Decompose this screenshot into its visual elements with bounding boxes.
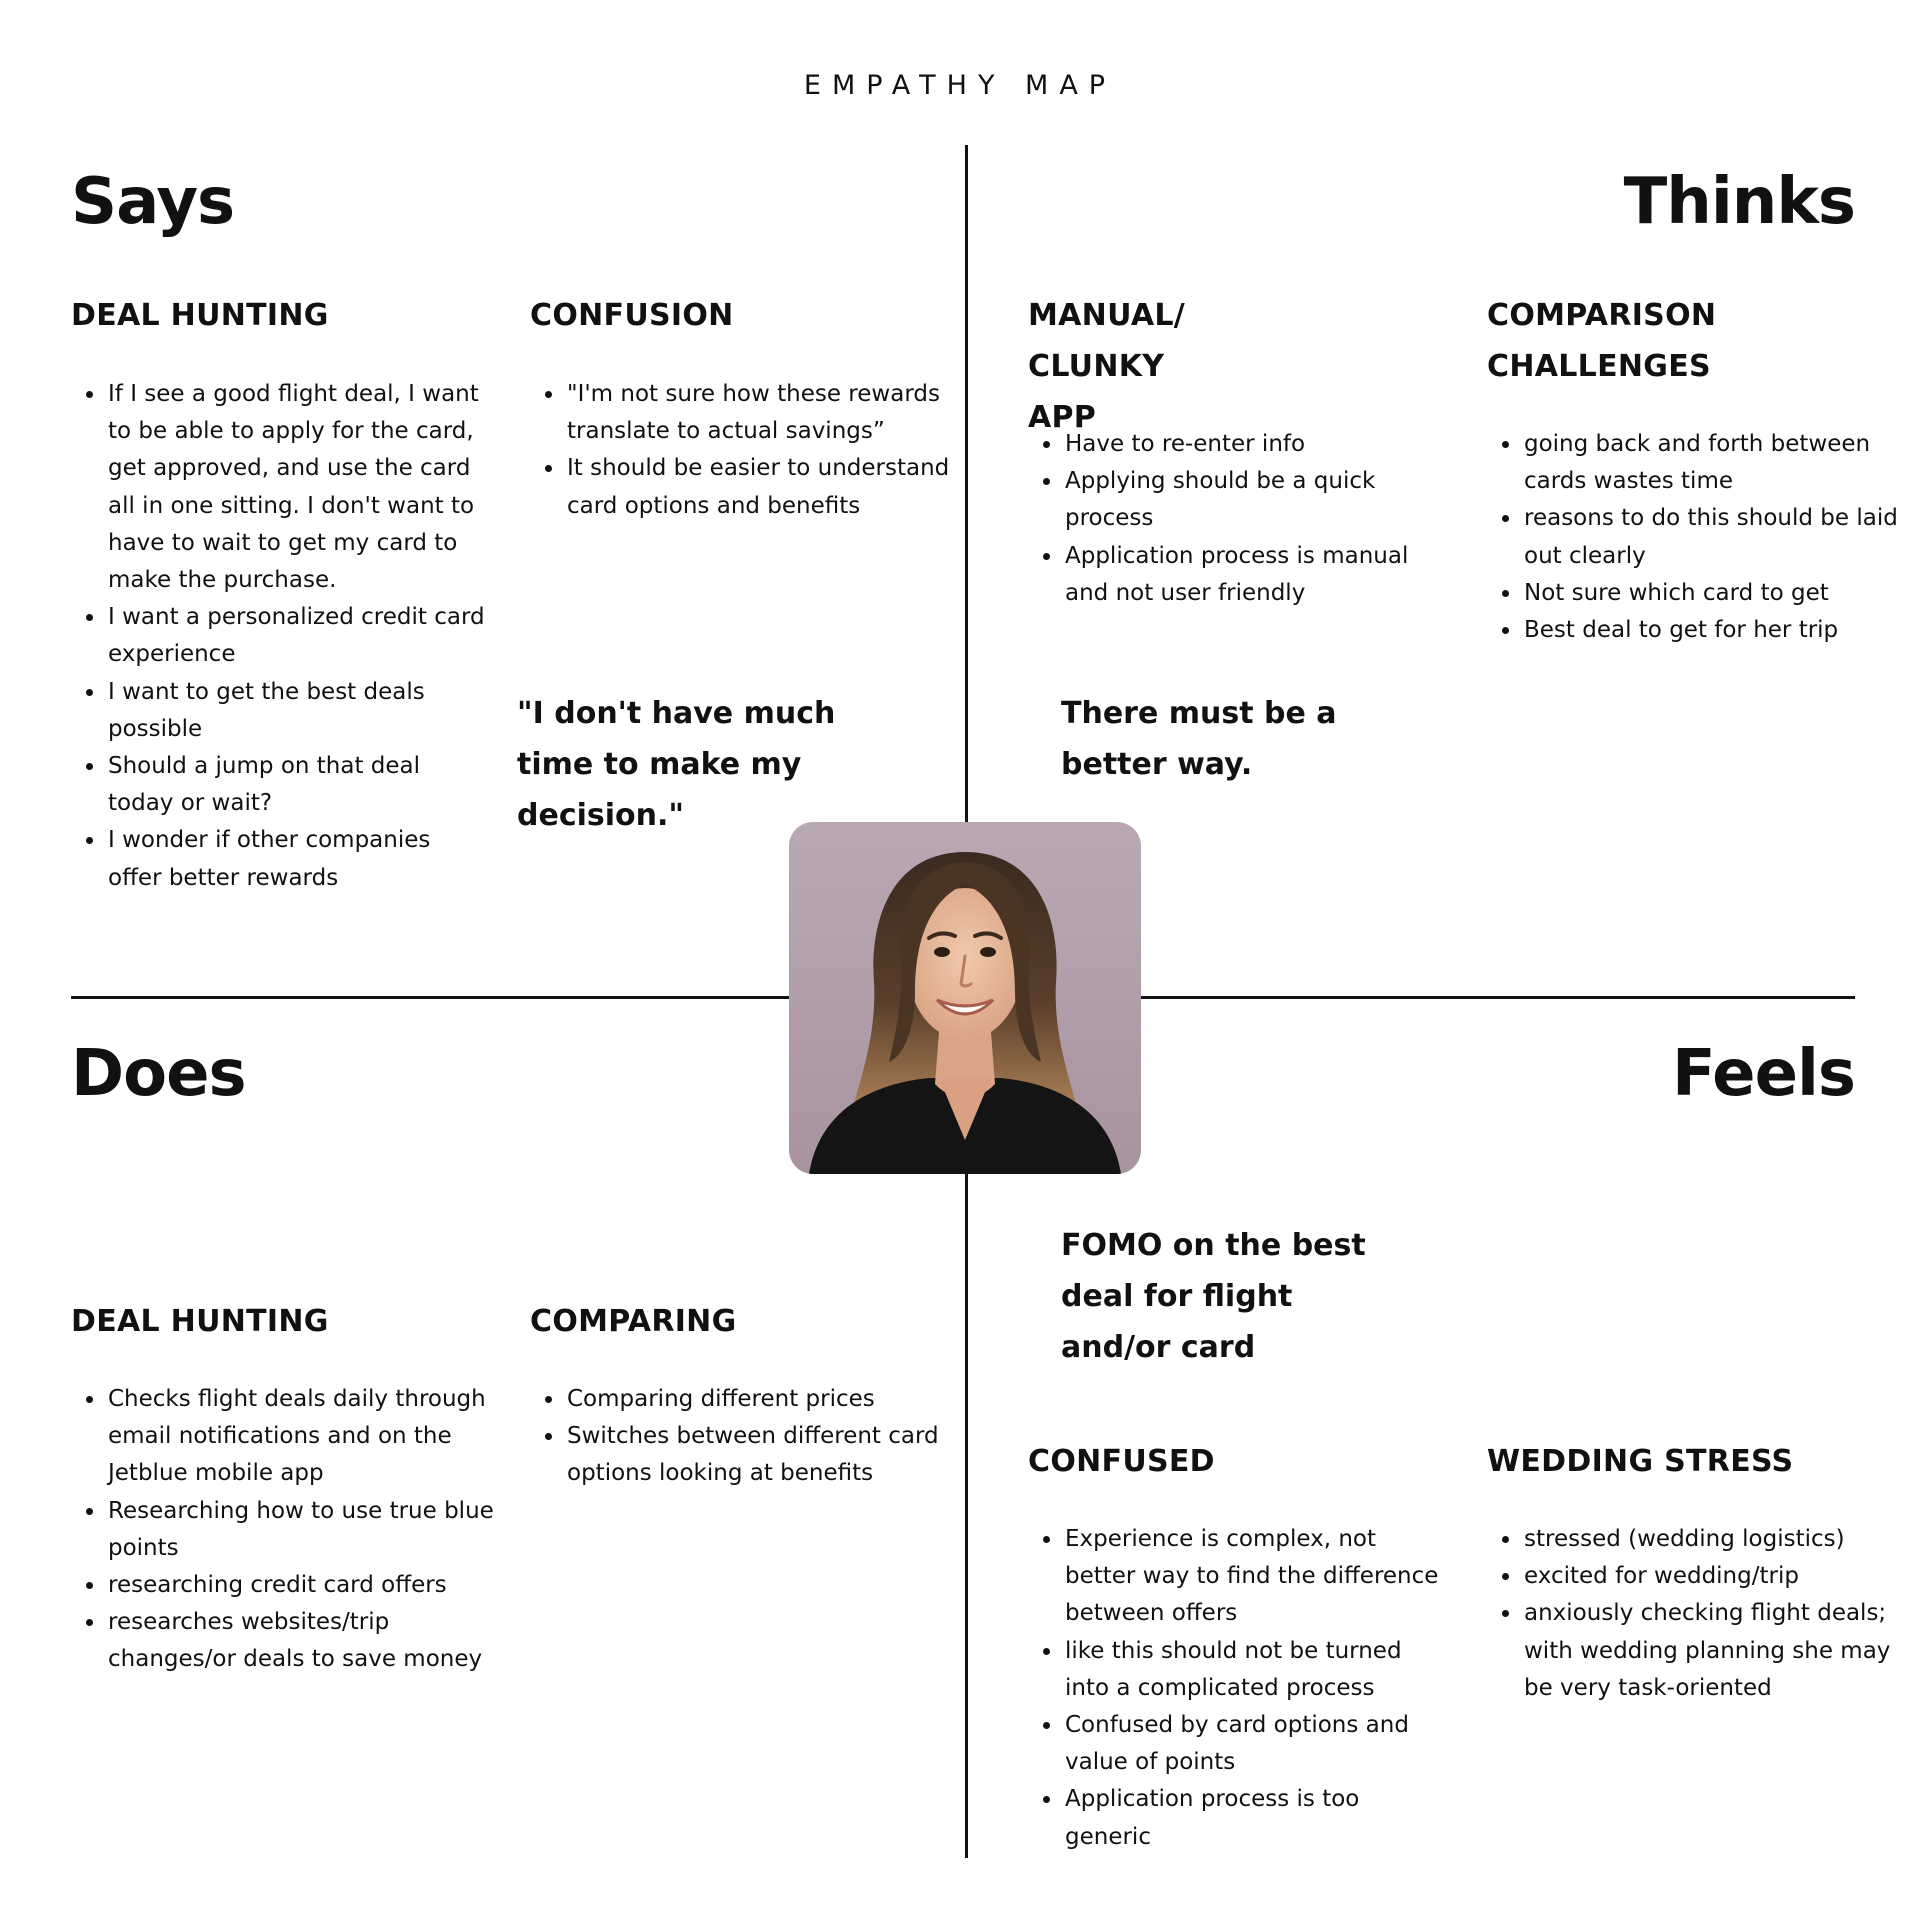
- does-heading-comparing: COMPARING: [530, 1304, 737, 1339]
- says-list-confusion: [530, 376, 950, 525]
- feels-heading-confused: CONFUSED: [1028, 1444, 1215, 1479]
- quadrant-title-feels: Feels: [1672, 1037, 1855, 1111]
- persona-portrait: [789, 822, 1141, 1174]
- list-item: • researches websites/trip changes/or deals to save money: [106, 1604, 496, 1678]
- horizontal-axis-right: [1141, 996, 1855, 999]
- list-item: • Researching how to use true blue points: [106, 1493, 496, 1567]
- list-item: • It should be easier to understand card options and benefits: [565, 450, 950, 524]
- says-quote: "I don't have much time to make my decision.": [517, 696, 836, 833]
- list-item: • Experience is complex, not better way to find the difference between offers: [1063, 1521, 1448, 1633]
- thinks-heading-manual-clunky-app: MANUAL/ CLUNKY APP: [1028, 298, 1186, 435]
- feels-heading-wedding-stress: WEDDING STRESS: [1487, 1444, 1794, 1479]
- list-item: • anxiously checking flight deals; with wedding planning she may be very task-oriented: [1522, 1595, 1902, 1707]
- list-item: • Application process is manual and not user friendly: [1063, 538, 1443, 612]
- list-item: • Best deal to get for her trip: [1522, 612, 1902, 649]
- list-item: • reasons to do this should be laid out clearly: [1522, 500, 1902, 574]
- list-item: • excited for wedding/trip: [1522, 1558, 1902, 1595]
- list-item: • Have to re-enter info: [1063, 426, 1443, 463]
- list-item: • Checks flight deals daily through email notifications and on the Jetblue mobile app: [106, 1381, 496, 1493]
- vertical-axis-top: [965, 145, 968, 822]
- vertical-axis-bottom: [965, 1174, 968, 1858]
- says-heading-confusion: CONFUSION: [530, 298, 734, 333]
- list-item: • Should a jump on that deal today or wait?: [106, 748, 486, 822]
- does-heading-deal-hunting: DEAL HUNTING: [71, 1304, 329, 1339]
- feels-list-confused: [1028, 1521, 1448, 1856]
- quadrant-title-says: Says: [71, 165, 235, 239]
- list-item: • going back and forth between cards wastes time: [1522, 426, 1902, 500]
- does-list-deal-hunting: [71, 1381, 496, 1679]
- thinks-list-manual-clunky-app: [1028, 426, 1443, 612]
- list-item: • Application process is too generic: [1063, 1781, 1448, 1855]
- persona-avatar-illustration: [789, 822, 1141, 1174]
- quadrant-title-thinks: Thinks: [1623, 165, 1855, 239]
- list-item: • researching credit card offers: [106, 1567, 496, 1604]
- says-heading-deal-hunting: DEAL HUNTING: [71, 298, 329, 333]
- list-item: • Confused by card options and value of points: [1063, 1707, 1448, 1781]
- says-list-deal-hunting: [71, 376, 486, 897]
- list-item: • "I'm not sure how these rewards translate to actual savings”: [565, 376, 950, 450]
- list-item: • Applying should be a quick process: [1063, 463, 1443, 537]
- feels-list-wedding-stress: [1487, 1521, 1902, 1707]
- list-item: • I want to get the best deals possible: [106, 674, 486, 748]
- list-item: • Comparing different prices: [565, 1381, 950, 1418]
- list-item: • If I see a good flight deal, I want to be able to apply for the card, get approved, and use the card all in one sitting. I don't want to have to wait to get my card to make the purchase.: [106, 376, 486, 599]
- horizontal-axis-left: [71, 996, 789, 999]
- quadrant-title-does: Does: [71, 1037, 246, 1111]
- page-title: EMPATHY MAP: [803, 70, 1117, 101]
- list-item: • I want a personalized credit card experience: [106, 599, 486, 673]
- list-item: • Not sure which card to get: [1522, 575, 1902, 612]
- does-list-comparing: [530, 1381, 950, 1493]
- thinks-quote: There must be a better way.: [1061, 696, 1337, 782]
- thinks-heading-comparison-challenges: COMPARISON CHALLENGES: [1487, 298, 1717, 384]
- list-item: • like this should not be turned into a complicated process: [1063, 1633, 1448, 1707]
- list-item: • stressed (wedding logistics): [1522, 1521, 1902, 1558]
- list-item: • I wonder if other companies offer better rewards: [106, 822, 486, 896]
- thinks-list-comparison-challenges: [1487, 426, 1902, 649]
- list-item: • Switches between different card options looking at benefits: [565, 1418, 950, 1492]
- feels-quote: FOMO on the best deal for flight and/or card: [1061, 1228, 1366, 1365]
